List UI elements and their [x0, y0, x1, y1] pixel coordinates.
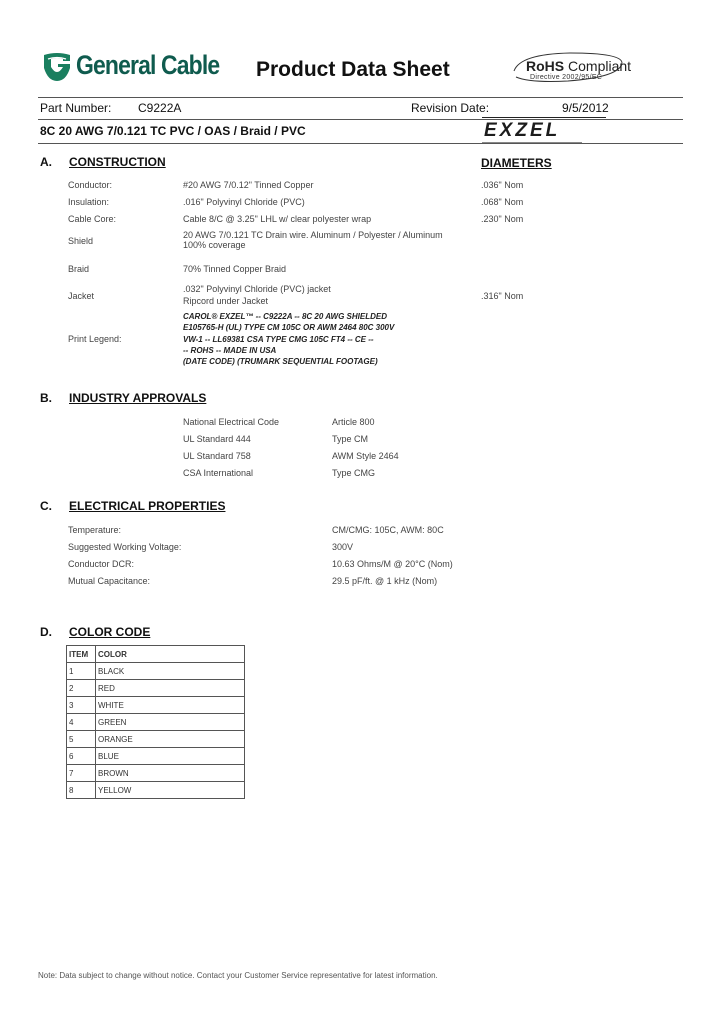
- elec-label-dcr: Conductor DCR:: [68, 559, 135, 569]
- header-divider-top: [38, 97, 683, 98]
- row-value-jacket: .032" Polyvinyl Chloride (PVC) jacket: [183, 284, 331, 294]
- section-letter-b: B.: [40, 391, 52, 405]
- print-legend-line-1: CAROL® EXZEL™ -- C9222A -- 8C 20 AWG SHIELDED: [183, 312, 387, 321]
- rohs-directive: Directive 2002/95/EC: [530, 74, 603, 81]
- table-header-row: [67, 646, 245, 663]
- header-item: ITEM: [67, 646, 96, 663]
- section-letter-a: A.: [40, 155, 52, 169]
- table-row: [67, 697, 245, 714]
- row-label-conductor: Conductor:: [68, 180, 113, 190]
- part-number-value: C9222A: [138, 101, 182, 115]
- approval-name-nec: National Electrical Code: [183, 417, 280, 427]
- section-letter-d: D.: [40, 625, 52, 639]
- section-letter-c: C.: [40, 499, 52, 513]
- item-number: 3: [67, 697, 96, 714]
- approval-value-csa: Type CMG: [332, 468, 376, 478]
- section-title-diameters: DIAMETERS: [481, 156, 552, 170]
- table-row: [67, 714, 245, 731]
- item-color: BLUE: [96, 748, 245, 765]
- section-title-approvals: INDUSTRY APPROVALS: [69, 391, 207, 405]
- subtitle-divider: [38, 143, 683, 144]
- product-subtitle: 8C 20 AWG 7/0.121 TC PVC / OAS / Braid / PVC: [40, 124, 306, 138]
- diameter-insulation: .068" Nom: [481, 197, 524, 207]
- row-label-shield: Shield: [68, 236, 94, 246]
- header-color: COLOR: [96, 646, 245, 663]
- row-value-jacket-ripcord: Ripcord under Jacket: [183, 296, 269, 306]
- table-row: [67, 782, 245, 799]
- item-number: 6: [67, 748, 96, 765]
- elec-label-temperature: Temperature:: [68, 525, 122, 535]
- document-title: Product Data Sheet: [256, 58, 450, 81]
- diameter-jacket: .316" Nom: [481, 291, 524, 301]
- row-value-braid: 70% Tinned Copper Braid: [183, 264, 287, 274]
- footer-note: Note: Data subject to change without notice. Contact your Customer Service representative for latest information.: [38, 971, 438, 980]
- item-number: 2: [67, 680, 96, 697]
- item-number: 5: [67, 731, 96, 748]
- revision-date-label: Revision Date:: [411, 101, 490, 115]
- print-legend-line-4: -- ROHS -- MADE IN USA: [183, 346, 277, 355]
- approval-name-csa: CSA International: [183, 468, 254, 478]
- company-name: General Cable: [76, 50, 220, 80]
- revision-underline: [482, 117, 606, 118]
- exzel-brand: EXZEL: [484, 120, 561, 141]
- section-title-electrical: ELECTRICAL PROPERTIES: [69, 499, 226, 513]
- elec-label-capacitance: Mutual Capacitance:: [68, 576, 151, 586]
- part-number-label: Part Number:: [40, 101, 112, 115]
- print-legend-line-5: (DATE CODE) (TRUMARK SEQUENTIAL FOOTAGE): [183, 357, 378, 366]
- row-value-insulation: .016" Polyvinyl Chloride (PVC): [183, 197, 305, 207]
- item-number: 1: [67, 663, 96, 680]
- row-value-cable-core: Cable 8/C @ 3.25" LHL w/ clear polyester wrap: [183, 214, 372, 224]
- item-color: BROWN: [96, 765, 245, 782]
- item-color: RED: [96, 680, 245, 697]
- row-value-conductor: #20 AWG 7/0.12" Tinned Copper: [183, 180, 314, 190]
- diameter-cable-core: .230" Nom: [481, 214, 524, 224]
- rohs-badge: [512, 53, 632, 83]
- print-legend-line-3: VW-1 -- LL69381 CSA TYPE CMG 105C FT4 -- CE --: [183, 335, 374, 344]
- section-title-color-code: COLOR CODE: [69, 625, 151, 639]
- elec-value-capacitance: 29.5 pF/ft. @ 1 kHz (Nom): [332, 576, 438, 586]
- section-title-construction: CONSTRUCTION: [69, 155, 166, 169]
- print-legend-line-2: E105765-H (UL) TYPE CM 105C OR AWM 2464 80C 300V: [183, 323, 395, 332]
- row-label-braid: Braid: [68, 264, 90, 274]
- table-row: [67, 731, 245, 748]
- diameter-conductor: .036" Nom: [481, 180, 524, 190]
- item-color: YELLOW: [96, 782, 245, 799]
- item-number: 4: [67, 714, 96, 731]
- rohs-label: RoHS Compliant: [526, 58, 632, 74]
- item-color: WHITE: [96, 697, 245, 714]
- approval-value-ul758: AWM Style 2464: [332, 451, 399, 461]
- item-color: ORANGE: [96, 731, 245, 748]
- row-label-cable-core: Cable Core:: [68, 214, 117, 224]
- row-label-print-legend: Print Legend:: [68, 334, 122, 344]
- color-code-table: [66, 645, 245, 799]
- general-cable-g-logo-icon: [42, 52, 72, 82]
- table-row: [67, 765, 245, 782]
- row-value-shield: 20 AWG 7/0.121 TC Drain wire. Aluminum / Polyester / Aluminum 100% coverage: [183, 230, 443, 250]
- approval-value-nec: Article 800: [332, 417, 375, 427]
- elec-label-voltage: Suggested Working Voltage:: [68, 542, 182, 552]
- approval-value-ul444: Type CM: [332, 434, 369, 444]
- elec-value-voltage: 300V: [332, 542, 354, 552]
- table-row: [67, 663, 245, 680]
- table-row: [67, 680, 245, 697]
- elec-value-temperature: CM/CMG: 105C, AWM: 80C: [332, 525, 444, 535]
- approval-name-ul758: UL Standard 758: [183, 451, 251, 461]
- item-color: GREEN: [96, 714, 245, 731]
- item-number: 8: [67, 782, 96, 799]
- approval-name-ul444: UL Standard 444: [183, 434, 251, 444]
- table-row: [67, 748, 245, 765]
- elec-value-dcr: 10.63 Ohms/M @ 20°C (Nom): [332, 559, 453, 569]
- item-color: BLACK: [96, 663, 245, 680]
- row-label-jacket: Jacket: [68, 291, 95, 301]
- revision-date-value: 9/5/2012: [562, 101, 609, 115]
- item-number: 7: [67, 765, 96, 782]
- header-divider-bottom: [38, 119, 683, 120]
- row-label-insulation: Insulation:: [68, 197, 110, 207]
